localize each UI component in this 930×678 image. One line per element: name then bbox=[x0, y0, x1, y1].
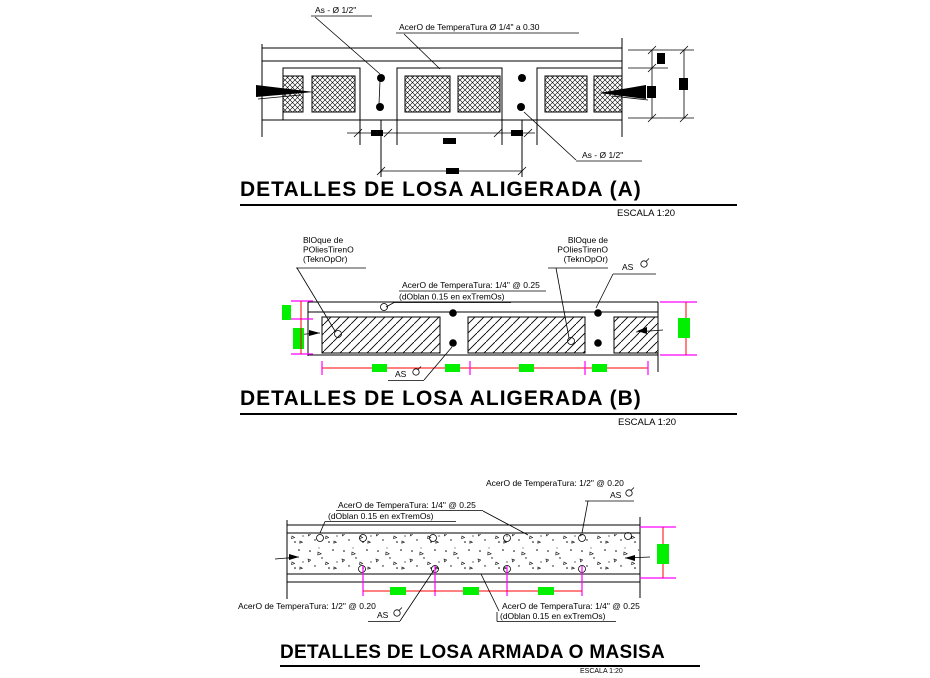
drawing-a-section bbox=[256, 5, 694, 177]
block-hatch bbox=[545, 76, 587, 112]
dim-text-placeholder bbox=[678, 318, 690, 338]
leader-line bbox=[582, 501, 588, 533]
label-as-top: AS bbox=[622, 262, 634, 272]
right-dimensions bbox=[628, 46, 694, 122]
title-drawing-b: DETALLES DE LOSA ALIGERADA (B) bbox=[240, 387, 737, 415]
label-temp-quarter-bottom-1: AcerO de TemperaTura: 1/4" @ 0.25 bbox=[502, 601, 640, 611]
drawing-b-section bbox=[282, 235, 697, 381]
diameter-symbol-icon bbox=[394, 608, 402, 617]
rebar-dots bbox=[376, 74, 526, 111]
dim-text-placeholder bbox=[282, 305, 291, 320]
block-hatch bbox=[458, 76, 500, 112]
title-drawing-a: DETALLES DE LOSA ALIGERADA (A) bbox=[240, 178, 737, 206]
dim-text-placeholder bbox=[519, 364, 534, 372]
dim-text-placeholder bbox=[443, 138, 456, 144]
label-as-top: AS bbox=[610, 490, 622, 500]
leader-line bbox=[524, 112, 576, 160]
leader-line bbox=[596, 274, 613, 308]
leader-line bbox=[404, 34, 440, 69]
leader-line bbox=[481, 574, 499, 611]
scale-drawing-a: ESCALA 1:20 bbox=[617, 208, 676, 219]
slab-outline bbox=[287, 517, 640, 599]
label-temp-steel-2: (dOblan 0.15 en exTremOs) bbox=[399, 291, 505, 302]
right-dimensions bbox=[640, 527, 676, 578]
label-temp-half-top: AcerO de TemperaTura: 1/2" @ 0.20 bbox=[486, 478, 624, 488]
dim-text-placeholder bbox=[372, 364, 387, 372]
label-temp-quarter-top-1: AcerO de TemperaTura: 1/4" @ 0.25 bbox=[338, 500, 476, 510]
block-hatch bbox=[468, 317, 585, 353]
label-as-bottom: AS bbox=[377, 610, 389, 620]
dim-text-placeholder bbox=[647, 86, 656, 98]
dim-text-placeholder bbox=[371, 130, 383, 136]
label-block-right-2: POliesTirenO bbox=[557, 244, 608, 255]
scale-drawing-c: ESCALA 1:20 bbox=[580, 668, 623, 675]
dim-text-placeholder bbox=[657, 544, 669, 564]
block-hatch bbox=[322, 317, 440, 353]
dim-text-placeholder bbox=[463, 587, 479, 595]
leader-line bbox=[320, 522, 325, 534]
drawing-c-section bbox=[238, 478, 676, 622]
right-dimensions bbox=[660, 302, 697, 355]
bottom-dimensions bbox=[322, 361, 648, 375]
label-temp-half-bottom: AcerO de TemperaTura: 1/2" @ 0.20 bbox=[238, 601, 376, 611]
diameter-symbol-icon bbox=[641, 259, 649, 268]
diameter-symbol-icon bbox=[626, 488, 634, 497]
dim-text-placeholder bbox=[445, 364, 460, 372]
label-temp-quarter-bottom-2: (dOblan 0.15 en exTremOs) bbox=[500, 611, 606, 621]
dim-text-placeholder bbox=[293, 328, 304, 349]
title-drawing-c: DETALLES DE LOSA ARMADA O MASISA bbox=[280, 642, 700, 667]
concrete-stipple bbox=[288, 534, 639, 573]
label-as-top: As - Ø 1/2" bbox=[315, 5, 357, 15]
bottom-dimensions bbox=[347, 120, 537, 177]
label-as-bottom: AS bbox=[395, 369, 407, 379]
dim-text-placeholder bbox=[511, 130, 523, 136]
block-hatch bbox=[405, 76, 450, 112]
dim-text-placeholder bbox=[446, 168, 459, 174]
scale-drawing-b: ESCALA 1:20 bbox=[618, 417, 677, 428]
dim-text-placeholder bbox=[657, 53, 665, 64]
block-hatch bbox=[614, 317, 658, 353]
dim-text-placeholder bbox=[679, 78, 688, 90]
label-block-left-2: POliesTirenO bbox=[303, 244, 354, 255]
label-block-right-3: (TeknOpOr) bbox=[563, 254, 608, 264]
polystyrene-blocks bbox=[322, 317, 658, 353]
dim-text-placeholder bbox=[592, 364, 607, 372]
hollow-block-row bbox=[283, 68, 622, 120]
label-temp-steel: AcerO de TemperaTura Ø 1/4" a 0.30 bbox=[399, 22, 540, 32]
label-as-bottom: As - Ø 1/2" bbox=[582, 150, 624, 160]
dim-text-placeholder bbox=[390, 587, 406, 595]
label-temp-quarter-top-2: (dOblan 0.15 en exTremOs) bbox=[328, 511, 434, 521]
label-temp-steel-1: AcerO de TemperaTura: 1/4" @ 0.25 bbox=[402, 280, 540, 290]
label-block-right-1: BlOque de bbox=[567, 235, 608, 245]
label-block-left-1: BlOque de bbox=[303, 235, 344, 245]
label-block-left-3: (TeknOpOr) bbox=[303, 254, 348, 264]
block-hatch bbox=[312, 76, 355, 112]
leader-line bbox=[483, 511, 528, 535]
dim-text-placeholder bbox=[538, 587, 554, 595]
leader-line bbox=[400, 570, 434, 621]
